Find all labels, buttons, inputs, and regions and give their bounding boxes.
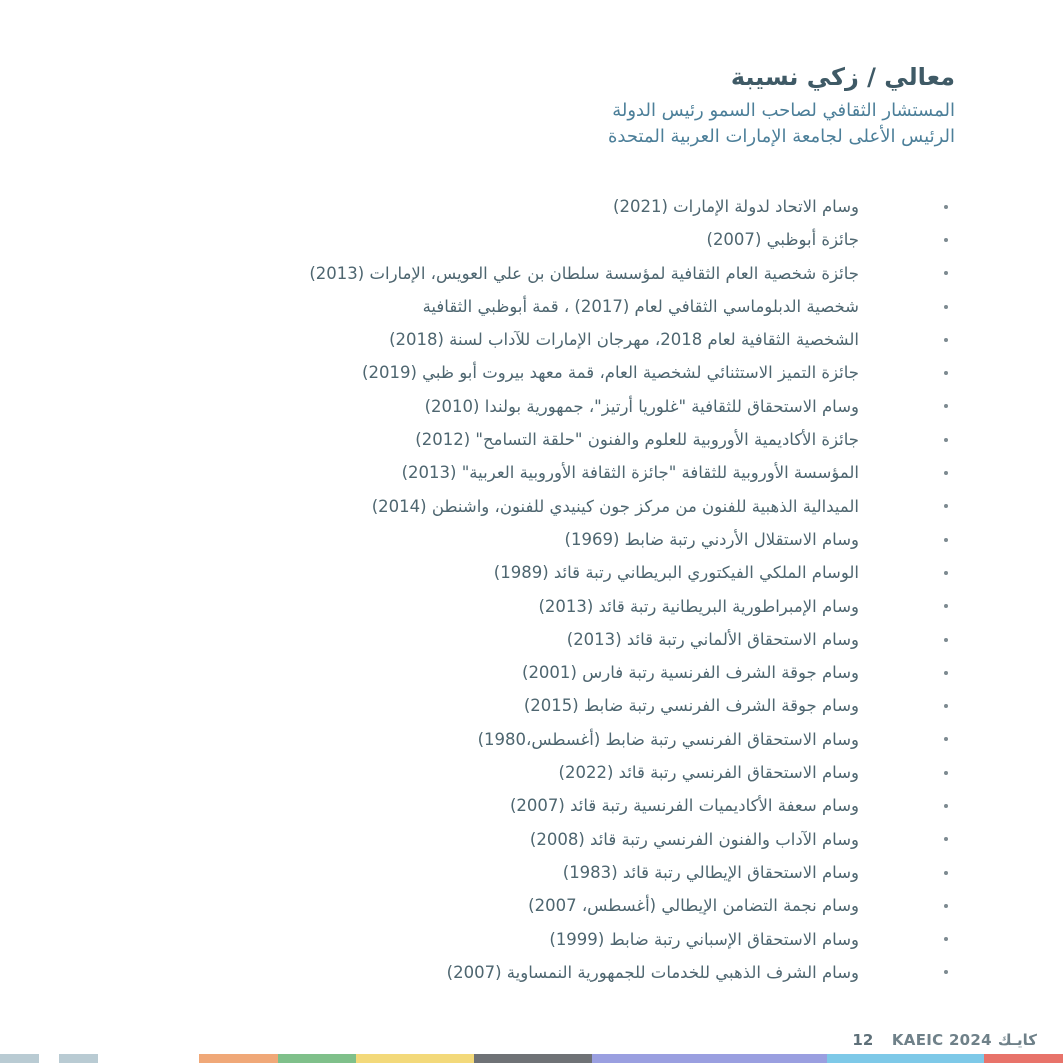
bullet-icon [937, 423, 955, 456]
footer-color-segment-5 [278, 1054, 357, 1063]
footer-color-segment-1 [827, 1054, 984, 1063]
bullet-icon [937, 390, 955, 423]
award-label: وسام الإمبراطورية البريطانية رتبة قائد (2013) [538, 596, 859, 616]
list-item [105, 889, 955, 922]
award-label: وسام الاستحقاق الألماني رتبة قائد (2013) [566, 629, 859, 649]
bullet-icon [937, 490, 955, 523]
bullet-icon [937, 223, 955, 256]
list-item [105, 423, 955, 456]
award-label: وسام الشرف الذهبي للخدمات للجمهورية النمساوية (2007) [446, 962, 859, 982]
award-label: الميدالية الذهبية للفنون من مركز جون كينيدي للفنون، واشنطن (2014) [371, 496, 859, 516]
bullet-icon [937, 523, 955, 556]
list-item [105, 856, 955, 889]
bullet-icon [937, 257, 955, 290]
bullet-icon [937, 356, 955, 389]
bullet-icon [937, 323, 955, 356]
list-item [105, 756, 955, 789]
list-item [105, 689, 955, 722]
footer-color-segment-3 [474, 1054, 592, 1063]
footer-color-segment-2 [592, 1054, 828, 1063]
award-label: وسام جوقة الشرف الفرنسية رتبة فارس (2001) [522, 663, 859, 683]
list-item [105, 923, 955, 956]
award-label: جائزة الأكاديمية الأوروبية للعلوم والفنون "حلقة التسامح" (2012) [415, 430, 859, 450]
bullet-icon [937, 656, 955, 689]
footer-color-segment-10 [0, 1054, 39, 1063]
bullet-icon [937, 190, 955, 223]
list-item [105, 723, 955, 756]
award-label: الشخصية الثقافية لعام 2018، مهرجان الإمارات للآداب لسنة (2018) [389, 330, 859, 350]
bullet-icon [937, 856, 955, 889]
awards-list [105, 190, 955, 989]
bullet-icon [937, 723, 955, 756]
award-label: جائزة التميز الاستثنائي لشخصية العام، قمة معهد بيروت أبو ظبي (2019) [362, 363, 859, 383]
award-label: وسام الآداب والفنون الفرنسي رتبة قائد (2008) [529, 829, 859, 849]
award-label: وسام الاستقلال الأردني رتبة ضابط (1969) [564, 529, 859, 549]
footer-color-segment-9 [39, 1054, 59, 1063]
bullet-icon [937, 623, 955, 656]
list-item [105, 656, 955, 689]
footer-label-latin: KAEIC 2024 [891, 1031, 992, 1049]
bullet-icon [937, 823, 955, 856]
footer-branding [848, 1031, 1037, 1049]
list-item [105, 590, 955, 623]
bullet-icon [937, 290, 955, 323]
award-label: جائزة شخصية العام الثقافية لمؤسسة سلطان بن علي العويس، الإمارات (2013) [309, 263, 859, 283]
footer-color-segment-6 [199, 1054, 278, 1063]
award-label: الوسام الملكي الفيكتوري البريطاني رتبة قائد (1989) [493, 563, 859, 583]
profile-subtitle-line1: المستشار الثقافي لصاحب السمو رئيس الدولة [612, 100, 955, 121]
award-label: وسام الاستحقاق الفرنسي رتبة ضابط (أغسطس،1980) [477, 729, 859, 749]
list-item [105, 223, 955, 256]
award-label: وسام الاستحقاق الفرنسي رتبة قائد (2022) [558, 763, 859, 783]
list-item [105, 390, 955, 423]
award-label: وسام الاتحاد لدولة الإمارات (2021) [613, 197, 859, 216]
bullet-icon [937, 789, 955, 822]
footer-color-segment-4 [356, 1054, 474, 1063]
award-label: وسام نجمة التضامن الإيطالي (أغسطس، 2007) [528, 896, 859, 916]
footer-color-segment-7 [98, 1054, 199, 1063]
award-label: وسام الاستحقاق الإيطالي رتبة قائد (1983) [562, 862, 859, 882]
list-item [105, 257, 955, 290]
list-item [105, 623, 955, 656]
profile-subtitle-line2: الرئيس الأعلى لجامعة الإمارات العربية المتحدة [608, 126, 955, 148]
list-item [105, 190, 955, 223]
footer-color-bar [0, 1054, 1063, 1063]
bullet-icon [937, 556, 955, 589]
award-label: وسام جوقة الشرف الفرنسي رتبة ضابط (2015) [523, 696, 859, 716]
footer-label-ar: كايـك [997, 1031, 1037, 1049]
list-item [105, 556, 955, 589]
award-label: جائزة أبوظبي (2007) [706, 230, 859, 250]
list-item [105, 956, 955, 989]
bullet-icon [937, 889, 955, 922]
award-label: وسام الاستحقاق الإسباني رتبة ضابط (1999) [549, 929, 859, 949]
list-item [105, 523, 955, 556]
bullet-icon [937, 956, 955, 989]
bullet-icon [937, 590, 955, 623]
footer-color-segment-0 [984, 1054, 1063, 1063]
page-footer [0, 1023, 1063, 1063]
list-item [105, 290, 955, 323]
profile-header [105, 62, 955, 150]
list-item [105, 456, 955, 489]
bullet-icon [937, 756, 955, 789]
award-label: وسام سعفة الأكاديميات الفرنسية رتبة قائد (2007) [509, 796, 859, 816]
award-label: شخصية الدبلوماسي الثقافي لعام (2017) ، قمة أبوظبي الثقافية [422, 296, 859, 316]
list-item [105, 823, 955, 856]
list-item [105, 323, 955, 356]
list-item [105, 356, 955, 389]
bullet-icon [937, 456, 955, 489]
award-label: وسام الاستحقاق للثقافية "غلوريا أرتيز"، جمهورية بولندا (2010) [424, 396, 859, 416]
award-label: المؤسسة الأوروبية للثقافة "جائزة الثقافة الأوروبية العربية" (2013) [401, 463, 859, 483]
bullet-icon [937, 923, 955, 956]
page-number: 12 [852, 1031, 874, 1049]
list-item [105, 490, 955, 523]
page-title: معالي / زكي نسيبة [730, 63, 955, 91]
list-item [105, 789, 955, 822]
footer-color-segment-8 [59, 1054, 98, 1063]
bullet-icon [937, 689, 955, 722]
